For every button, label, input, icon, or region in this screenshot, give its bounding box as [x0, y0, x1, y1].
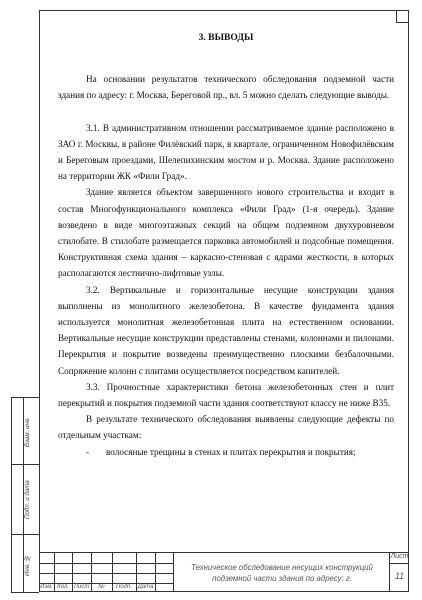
- paragraph-intro: На основании результатов технического обследования подземной части здания по адресу: г. Москва, Береговой пр., вл. 5 можно сделать следующие выводы.: [58, 74, 394, 101]
- stamp-divider: [173, 553, 174, 592]
- stamp-header-signature: Подп.: [116, 584, 132, 590]
- corner-tab: [396, 10, 409, 23]
- stamp-row-line: [389, 563, 409, 564]
- paragraph-defects-intro: В результате технического обследования выявлены следующие дефекты по отдельным участкам:: [58, 414, 394, 441]
- paragraph-3-2: 3.2. Вертикальные и горизонтальные несущие конструкции здания выполнены из монолитного железобетона. В качестве фундамента здания используется монолитная железобетонная плита на естественном основании. Вертикальные несущие конструкции представлены стенами, колоннами и пилонами. Перекрытия и покрытие возведены преимущественно плоскими безбалочными. Сопряжение колонн с плитами осуществляется посредством капителей.: [58, 284, 394, 376]
- stamp-header-change: Изм.: [40, 584, 53, 590]
- stamp-row-line: [39, 573, 173, 574]
- stamp-header-doc-number: №: [98, 584, 105, 590]
- stamp-sheet-number: 11: [394, 571, 405, 581]
- side-divider: [12, 464, 39, 465]
- stamp-header-qty: Кол.: [57, 584, 69, 590]
- section-title: 3. ВЫВОДЫ: [198, 32, 254, 43]
- side-divider: [12, 534, 39, 535]
- stamp-sheet-label: Лист: [390, 553, 409, 560]
- bullet-mark: -: [86, 446, 90, 457]
- paragraph-3-1: 3.1. В административном отношении рассматриваемое здание расположено в ЗАО г. Москвы, в районе Филёвский парк, в квартале, ограниченном Новофилёвским и Береговым проездами, Шелепихинским мостом и р. Москва. Здание расположено на территории ЖК «Фили Град».: [58, 122, 394, 182]
- bullet-text: волосяные трещины в стенах и плитах перекрытия и покрытия;: [106, 446, 356, 457]
- stamp-row-line: [39, 563, 173, 564]
- side-stamp: [11, 397, 39, 593]
- stamp-description: Техническое обследование несущих конструкций подземной части здания по адресу: г.: [191, 563, 373, 583]
- stamp-header-sheet: Лист: [73, 584, 90, 590]
- title-block: [39, 552, 409, 592]
- side-label-replace-inv: Взам. инв.: [24, 417, 31, 447]
- document-body: [58, 30, 394, 460]
- paragraph-building: Здание является объектом завершенного нового строительства и входит в состав Многофункционального комплекса «Фили Град» (1-я очередь). Здание возведено в виде многоэтажных секций на общем подземном двухуровневом стилобате. В стилобате размещается парковка автомобилей и подсобные помещения. Конструктивная схема здания – каркасно-стеновая с ядрами жесткости, в которых располагаются лестнично-лифтовые узлы.: [58, 187, 394, 279]
- paragraph-3-3: 3.3. Прочностные характеристики бетона железобетонных стен и плит перекрытий и покрытия подземной части здания соответствуют классу не ниже В35.: [58, 381, 394, 409]
- side-label-sign-date: Подп. и дата: [24, 480, 31, 520]
- side-label-inv-number: Инв. №: [24, 554, 31, 576]
- stamp-header-date: Дата: [137, 584, 154, 590]
- list-item: [58, 444, 394, 460]
- side-column-blank: [12, 398, 24, 592]
